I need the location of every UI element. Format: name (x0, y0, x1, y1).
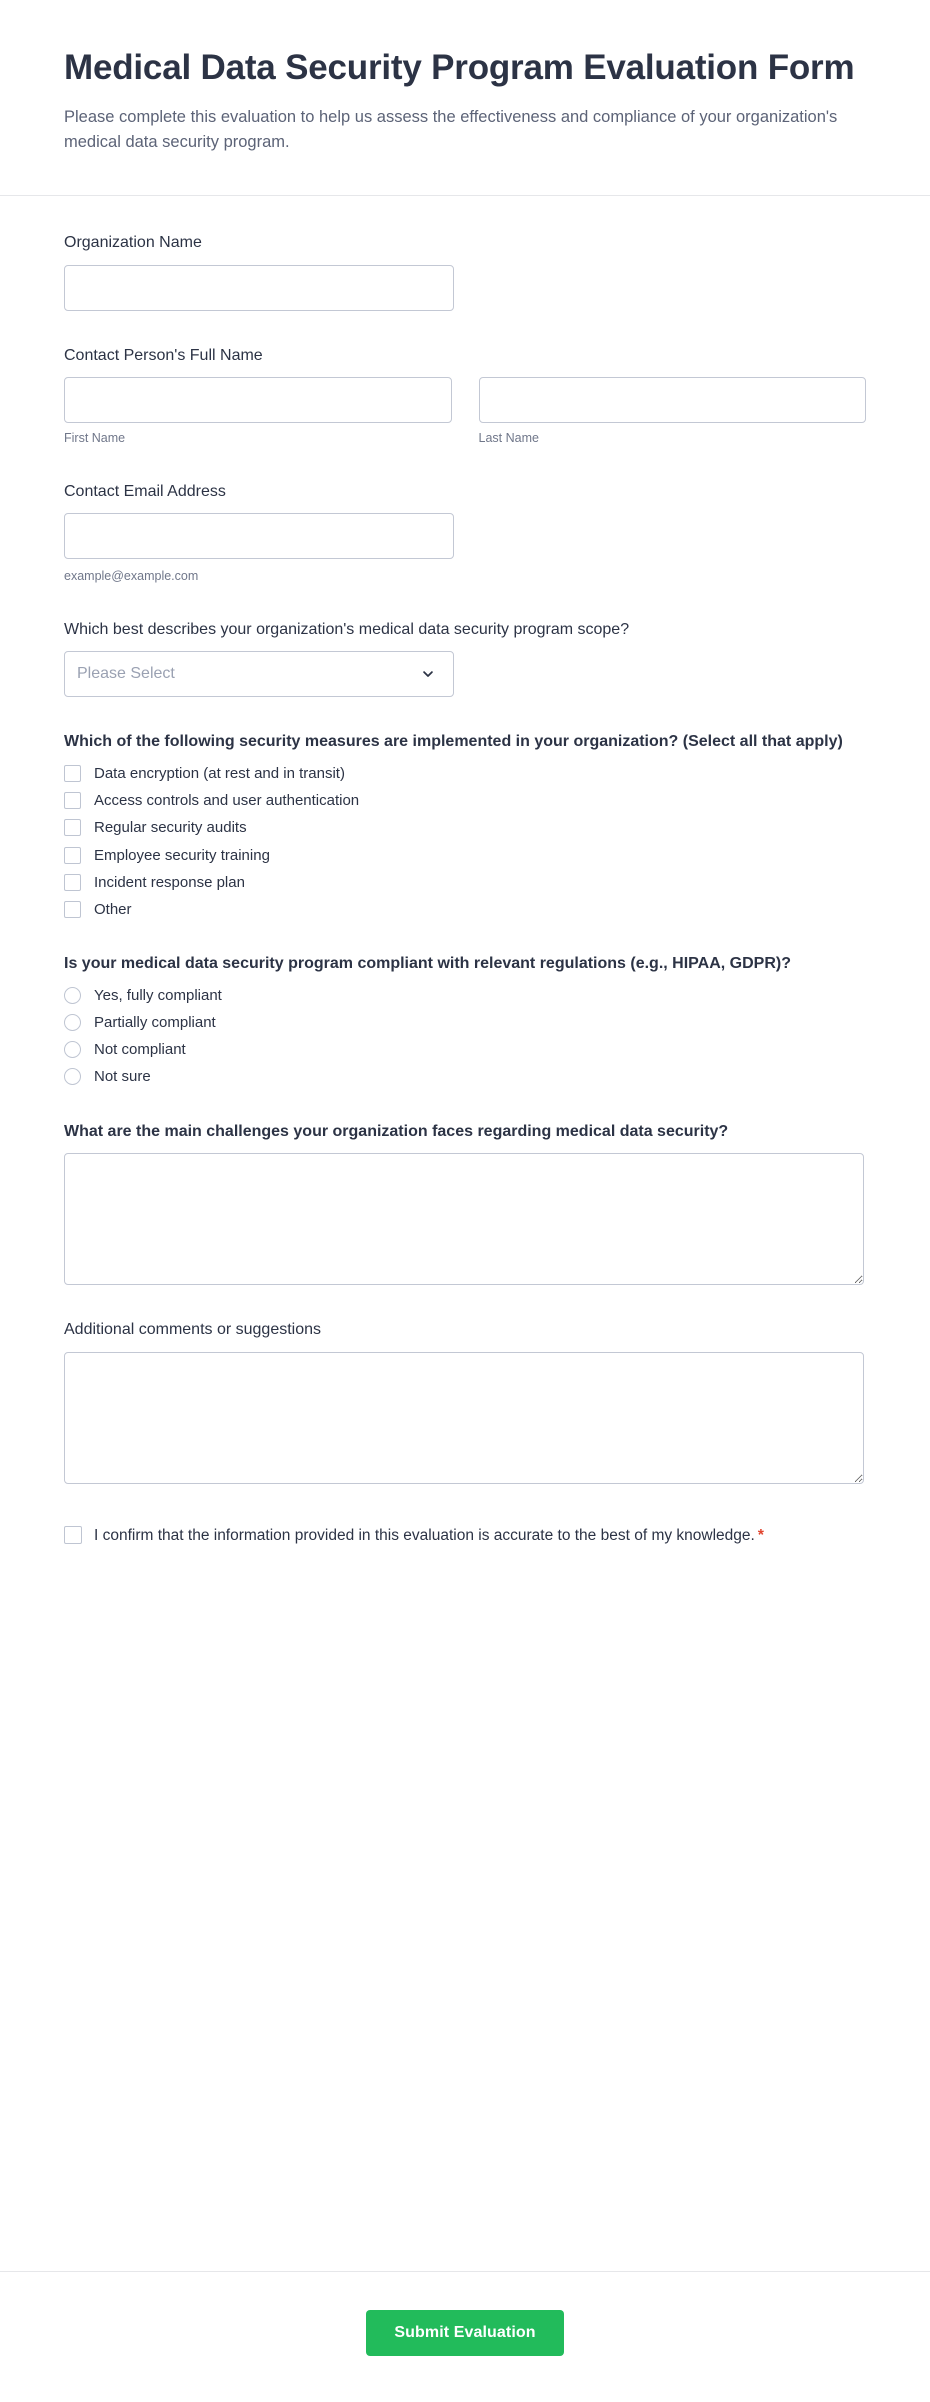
compliance-label: Is your medical data security program compliant with relevant regulations (e.g., HIPAA, GDPR)? (64, 955, 791, 973)
organization-name-label: Organization Name (64, 233, 202, 251)
checkbox-option-label: Employee security training (94, 846, 270, 864)
field-program-scope (64, 619, 866, 698)
radio-option-label: Yes, fully compliant (94, 986, 222, 1004)
radio-icon[interactable] (64, 1068, 81, 1085)
radio-icon[interactable] (64, 1014, 81, 1031)
first-name-column (64, 377, 452, 446)
checkbox-option-label: Data encryption (at rest and in transit) (94, 765, 345, 783)
radio-option-label: Not compliant (94, 1041, 186, 1059)
radio-icon[interactable] (64, 987, 81, 1004)
organization-name-input[interactable] (64, 265, 454, 311)
checkbox-option-label: Access controls and user authentication (94, 792, 360, 810)
compliance-options (64, 986, 866, 1087)
checkbox-option-security-audits[interactable] (64, 818, 866, 837)
contact-email-hint: example@example.com (64, 569, 199, 584)
confirmation-checkbox-row[interactable] (64, 1524, 764, 1547)
security-measures-options (64, 764, 866, 919)
contact-email-input[interactable] (64, 513, 454, 559)
form-header (0, 0, 930, 195)
name-row (64, 377, 866, 446)
checkbox-option-data-encryption[interactable] (64, 764, 866, 783)
field-organization-name (64, 232, 866, 311)
checkbox-option-label: Regular security audits (94, 819, 247, 837)
field-security-measures (64, 731, 866, 919)
page-title: Medical Data Security Program Evaluation Form (64, 48, 855, 87)
required-asterisk: * (757, 1527, 764, 1545)
radio-option-label: Not sure (94, 1068, 151, 1086)
field-contact-full-name (64, 345, 866, 447)
last-name-input[interactable] (479, 377, 867, 423)
field-contact-email (64, 481, 866, 585)
checkbox-option-other[interactable] (64, 900, 866, 919)
confirmation-label: I confirm that the information provided in this evaluation is accurate to the best of my knowledge. (94, 1527, 755, 1545)
radio-icon[interactable] (64, 1041, 81, 1058)
submit-button[interactable]: Submit Evaluation (366, 2310, 563, 2356)
radio-option-partially-compliant[interactable] (64, 1013, 866, 1032)
first-name-input[interactable] (64, 377, 452, 423)
contact-email-label: Contact Email Address (64, 482, 226, 500)
checkbox-option-employee-training[interactable] (64, 846, 866, 865)
checkbox-icon[interactable] (64, 1526, 82, 1544)
radio-option-fully-compliant[interactable] (64, 986, 866, 1005)
last-name-sublabel: Last Name (478, 431, 539, 446)
security-measures-label: Which of the following security measures are implemented in your organization? (Select all that apply) (64, 733, 843, 751)
checkbox-option-label: Other (94, 900, 132, 918)
form-footer (0, 2272, 930, 2402)
checkbox-option-access-controls[interactable] (64, 791, 866, 810)
checkbox-icon[interactable] (64, 792, 81, 809)
program-scope-selected-value: Please Select (77, 665, 175, 683)
form-subtitle: Please complete this evaluation to help us assess the effectiveness and compliance of your organization's medical data security program. (64, 107, 838, 151)
radio-option-not-sure[interactable] (64, 1067, 866, 1086)
radio-option-label: Partially compliant (94, 1014, 216, 1032)
main-challenges-label: What are the main challenges your organization faces regarding medical data security? (64, 1122, 729, 1140)
checkbox-icon[interactable] (64, 874, 81, 891)
additional-comments-label: Additional comments or suggestions (64, 1321, 322, 1339)
chevron-down-icon (421, 667, 435, 681)
confirmation-label-wrap (94, 1524, 764, 1547)
field-compliance (64, 953, 866, 1086)
program-scope-select[interactable] (64, 651, 454, 697)
checkbox-icon[interactable] (64, 819, 81, 836)
checkbox-icon[interactable] (64, 765, 81, 782)
contact-full-name-label: Contact Person's Full Name (64, 346, 263, 364)
first-name-sublabel: First Name (64, 431, 126, 446)
program-scope-select-wrap (64, 651, 454, 697)
field-additional-comments (64, 1319, 866, 1484)
field-main-challenges (64, 1121, 866, 1286)
last-name-column (479, 377, 867, 446)
program-scope-label: Which best describes your organization's medical data security program scope? (64, 620, 630, 638)
additional-comments-textarea[interactable] (64, 1352, 864, 1484)
radio-option-not-compliant[interactable] (64, 1040, 866, 1059)
checkbox-option-incident-response[interactable] (64, 873, 866, 892)
field-confirmation (64, 1524, 866, 1547)
checkbox-icon[interactable] (64, 847, 81, 864)
checkbox-icon[interactable] (64, 901, 81, 918)
form-body (0, 196, 930, 2271)
checkbox-option-label: Incident response plan (94, 873, 245, 891)
main-challenges-textarea[interactable] (64, 1153, 864, 1285)
